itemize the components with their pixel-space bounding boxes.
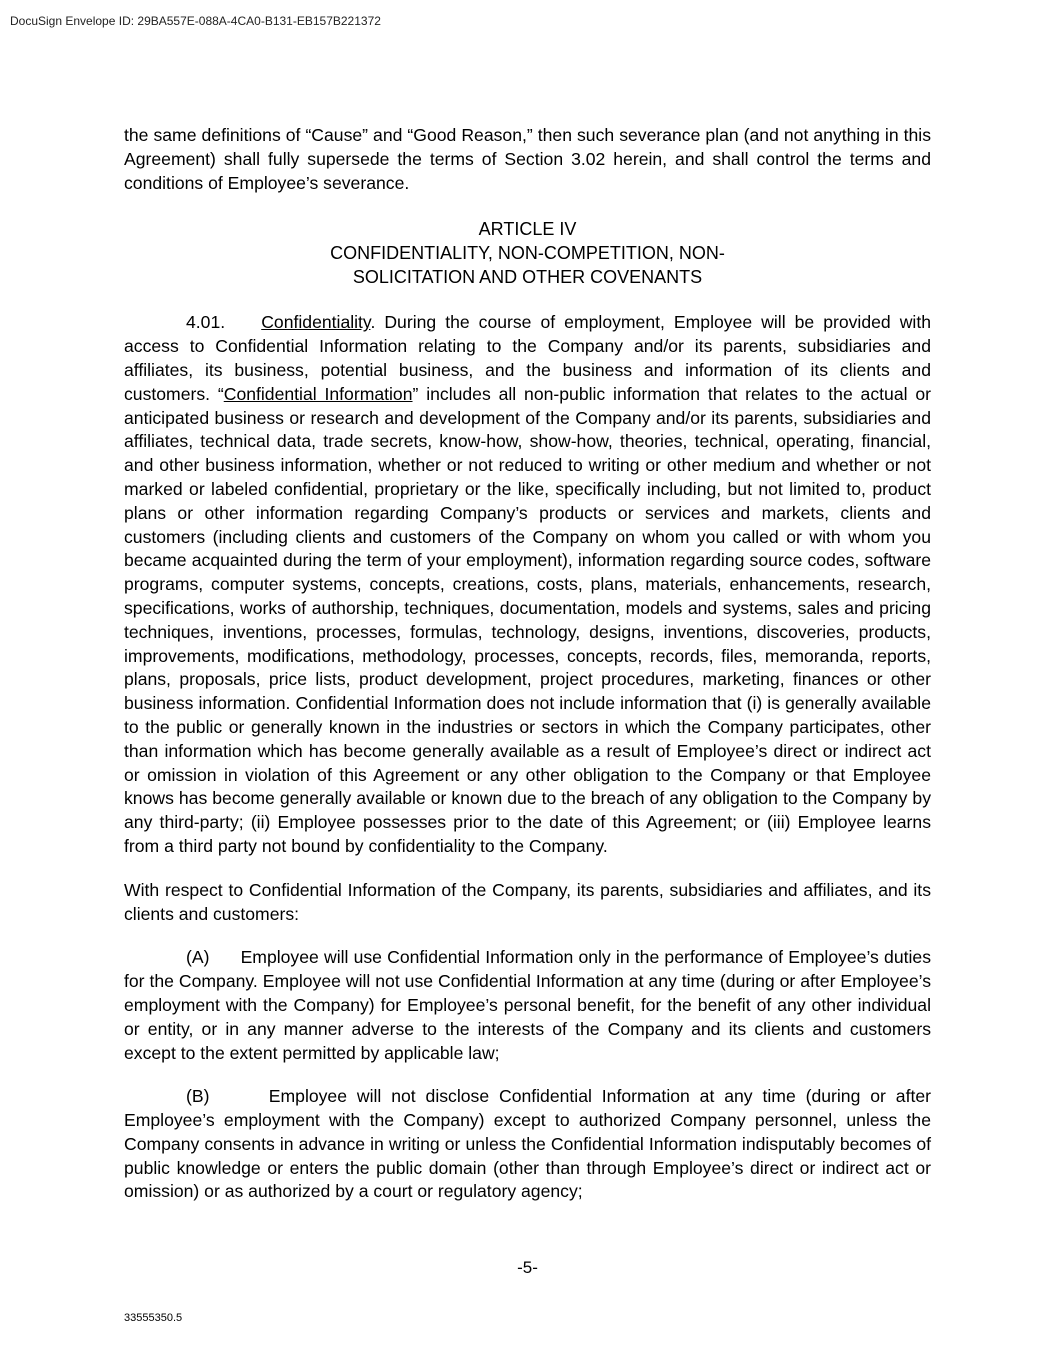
intro-paragraph: the same definitions of “Cause” and “Good Reason,” then such severance plan (and not anything in this Agreement) shall fully supersede the terms of Section 3.02 herein, and shall control the terms and conditions of Employee’s severance. xyxy=(124,125,931,193)
clause-b-text: Employee will not disclose Confidential Information at any time (during or after Employee’s employment with the Company) except to authorized Company personnel, unless the Company consents in advance in writing or unless the Confidential Information indisputably becomes of public knowledge or enters the public domain (other than through Employee’s direct or indirect act or omission) or as authorized by a court or regulatory agency; xyxy=(124,1086,931,1202)
document-body xyxy=(124,124,931,1204)
document-id: 33555350.5 xyxy=(124,1312,183,1324)
respect-paragraph: With respect to Confidential Information of the Company, its parents, subsidiaries and affiliates, and its clients and customers: xyxy=(124,879,931,924)
section-text-part-1: . During the course of employment, Employee will be provided with access to Confidential Information relating to the Company and/or its parents, subsidiaries and affiliates, its business, potential business, and the business and information of its clients and customers. “ xyxy=(124,312,931,404)
defined-term: Confidential Information xyxy=(223,383,413,404)
clause-a-paragraph xyxy=(124,946,931,1065)
page-number: -5- xyxy=(517,1258,538,1277)
envelope-id-header: DocuSign Envelope ID: 29BA557E-088A-4CA0-B131-EB157B221372 xyxy=(10,14,381,28)
section-4-01-paragraph xyxy=(124,311,931,858)
article-title-line-2: SOLICITATION AND OTHER COVENANTS xyxy=(352,267,703,288)
article-title-line-1: CONFIDENTIALITY, NON-COMPETITION, NON- xyxy=(330,243,725,264)
section-heading: Confidentiality xyxy=(261,312,371,333)
clause-b-paragraph xyxy=(124,1085,931,1204)
clause-b-label: (B) xyxy=(186,1086,210,1107)
clause-a-text: Employee will use Confidential Information only in the performance of Employee’s duties for the Company. Employee will not use Confidential Information at any time (during or after Employee’s employment with the Company) for Employee’s personal benefit, for the benefit of any other individual or entity, or in any manner adverse to the interests of the Company and its clients and customers except to the extent permitted by applicable law; xyxy=(124,947,931,1063)
article-number: ARTICLE IV xyxy=(478,219,577,240)
clause-a-label: (A) xyxy=(186,947,210,968)
section-number: 4.01. xyxy=(186,312,226,333)
section-text-part-2: ” includes all non-public information that relates to the actual or anticipated business or research and development of the Company and/or its parents, subsidiaries and affiliates, technical data, trade secrets, know-how, show-how, theories, technical, operating, financial, and other business information, whether or not reduced to writing or other medium and whether or not marked or labeled confidential, proprietary or the like, specifically including, but not limited to, product plans or other information regarding Company’s products or services and markets, clients and customers (including clients and customers of the Company on whom you called or with whom you became acquainted during the term of your employment), information regarding source codes, software programs, computer systems, concepts, creations, costs, plans, materials, enhancements, research, specifications, works of authorship, techniques, documentation, models and systems, sales and pricing techniques, inventions, processes, formulas, technology, designs, inventions, discoveries, products, improvements, modifications, methodology, processes, concepts, records, files, memoranda, reports, plans, proposals, price lists, product development, project procedures, marketing, finances or other business information. Confidential Information does not include information that (i) is generally available to the public or generally known in the industries or sectors in which the Company participates, other than information which has become generally available as a result of Employee’s direct or indirect act or omission in violation of this Agreement or any other obligation to the Company or that Employee knows has become generally available or known due to the breach of any obligation to the Company by any third-party; (ii) Employee possesses prior to the date of this Agreement; or (iii) Employee learns from a third party not bound by confidentiality to the Company. xyxy=(124,383,931,856)
article-heading xyxy=(124,217,931,289)
